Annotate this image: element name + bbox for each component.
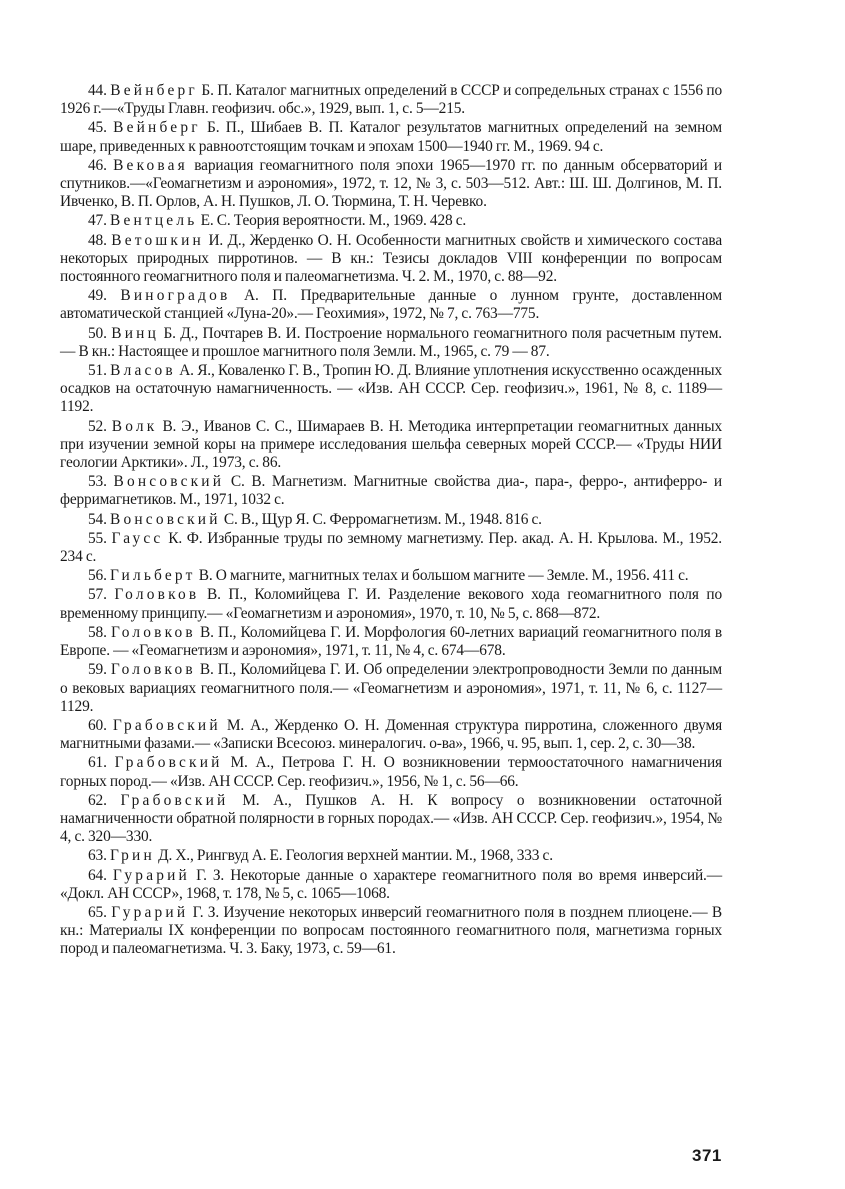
reference-number: 46. <box>88 156 107 174</box>
reference-author: Грабовский <box>114 754 223 772</box>
reference-text: Е. С. Теория вероятности. М., 1969. 428 с. <box>197 212 467 230</box>
reference-text: В. П., Коломийцева Г. И. Разделение векового хода геомагнитного поля по временному принципу.— «Геомагнетизм и аэрономия», 1970, т. 10, № 5, с. 868—872. <box>60 586 722 622</box>
reference-entry <box>60 325 722 361</box>
reference-number: 65. <box>88 903 107 921</box>
reference-entry <box>60 157 722 212</box>
reference-number: 47. <box>88 212 107 230</box>
reference-number: 48. <box>88 231 107 249</box>
reference-author: Головков <box>114 586 200 604</box>
reference-text: вариация геомагнитного поля эпохи 1965—1970 гг. по данным обсерваторий и спутников.—«Геомагнетизм и аэрономия», 1972, т. 12, № 3, с. 503—512. Авт.: Ш. Ш. Долгинов, М. П. Ивченко, В. П. Орлов, А. Н. Пушков, Л. О. Тюрмина, Т. Н. Черевко. <box>60 156 722 211</box>
reference-number: 63. <box>88 847 107 865</box>
reference-number: 64. <box>88 866 107 884</box>
reference-text: А. П. Предварительные данные о лунном грунте, доставленном автоматической станцией «Луна-20».— Геохимия», 1972, № 7, с. 763—775. <box>60 287 722 323</box>
reference-text: М. А., Петрова Г. Н. О возникновении термоостаточного намагничения горных пород.— «Изв. АН СССР. Сер. геофизич.», 1956, № 1, с. 56—66. <box>60 754 722 790</box>
reference-entry <box>60 847 722 865</box>
reference-entry <box>60 530 722 566</box>
reference-number: 54. <box>88 510 107 528</box>
reference-author: Головков <box>110 661 196 679</box>
reference-number: 51. <box>88 362 107 380</box>
reference-entry <box>60 904 722 959</box>
reference-entry <box>60 792 722 847</box>
reference-author: Волк <box>111 417 158 435</box>
reference-entry <box>60 82 722 118</box>
reference-author: Вонсовский <box>113 473 225 491</box>
reference-author: Вейнберг <box>113 119 201 137</box>
reference-number: 57. <box>88 586 107 604</box>
reference-entry <box>60 867 722 903</box>
reference-author: Грабовский <box>112 716 221 734</box>
reference-entry <box>60 586 722 622</box>
reference-text: Б. П. Каталог магнитных определений в СССР и сопредельных странах с 1556 по 1926 г.—«Труды Главн. геофизич. обс.», 1929, вып. 1, с. 5—215. <box>60 82 722 118</box>
reference-author: Вековая <box>113 156 188 174</box>
reference-author: Гурарий <box>111 903 189 921</box>
reference-number: 61. <box>88 754 107 772</box>
reference-text: Г. З. Некоторые данные о характере геомагнитного поля во время инверсий.— «Докл. АН СССР», 1968, т. 178, № 5, с. 1065—1068. <box>60 866 722 902</box>
reference-text: А. Я., Коваленко Г. В., Тропин Ю. Д. Влияние уплотнения искусственно осажденных осадков на остаточную намагниченность. — «Изв. АН СССР. Сер. геофизич.», 1961, № 8, с. 1189—1192. <box>60 362 722 416</box>
reference-number: 55. <box>88 529 107 547</box>
reference-text: С. В., Щур Я. С. Ферромагнетизм. М., 1948. 816 с. <box>220 510 542 528</box>
reference-author: Виноградов <box>120 287 231 305</box>
reference-text: М. А., Пушков А. Н. К вопросу о возникновении остаточной намагниченности обратной полярности в горных породах.— «Изв. АН СССР. Сер. геофизич.», 1954, № 4, с. 320—330. <box>60 791 722 846</box>
reference-number: 44. <box>88 82 107 99</box>
reference-author: Вонсовский <box>110 510 221 528</box>
reference-author: Грабовский <box>120 791 229 809</box>
reference-entry <box>60 624 722 660</box>
reference-author: Вентцель <box>110 212 198 230</box>
reference-number: 59. <box>88 661 107 679</box>
reference-entry <box>60 511 722 529</box>
reference-entry <box>60 212 722 230</box>
reference-text: В. П., Коломийцева Г. И. Об определении электропроводности Земли по данным о вековых вариациях геомагнитного поля.— «Геомагнетизм и аэрономия», 1971, т. 11, № 6, с. 1127—1129. <box>60 661 722 715</box>
reference-text: Д. Х., Рингвуд А. Е. Геология верхней мантии. М., 1968, 333 с. <box>154 847 553 865</box>
reference-entry <box>60 717 722 753</box>
reference-number: 62. <box>88 791 107 809</box>
reference-text: В. О магните, магнитных телах и большом магните — Земле. М., 1956. 411 с. <box>195 567 689 585</box>
reference-text: Б. П., Шибаев В. П. Каталог результатов магнитных определений на земном шаре, приведенных к равноотстоящим точкам и эпохам 1500—1940 гг. М., 1969. 94 с. <box>60 119 722 155</box>
reference-number: 49. <box>88 287 107 305</box>
reference-entry <box>60 232 722 287</box>
reference-number: 50. <box>88 324 107 342</box>
page-number: 371 <box>692 1146 722 1165</box>
reference-entry <box>60 119 722 155</box>
reference-entry <box>60 567 722 585</box>
reference-entry <box>60 418 722 473</box>
reference-entry <box>60 754 722 790</box>
reference-number: 56. <box>88 567 107 585</box>
reference-list <box>60 82 722 960</box>
reference-text: В. П., Коломийцева Г. И. Морфология 60-летних вариаций геомагнитного поля в Европе. — «Геомагнетизм и аэрономия», 1971, т. 11, № 4, с. 674—678. <box>60 623 722 660</box>
reference-text: Г. З. Изучение некоторых инверсий геомагнитного поля в позднем плиоцене.— В кн.: Материалы IX конференции по вопросам постоянного геомагнитного поля, магнетизма горных пород и палеомагнетизма. Ч. 3. Баку, 1973, с. 59—61. <box>60 903 722 958</box>
reference-author: Грин <box>110 847 155 865</box>
reference-text: Б. Д., Почтарев В. И. Построение нормального геомагнитного поля расчетным путем. — В кн.: Настоящее и прошлое магнитного поля Земли. М., 1965, с. 79 — 87. <box>60 324 723 360</box>
reference-number: 58. <box>88 623 107 641</box>
reference-text: С. В. Магнетизм. Магнитные свойства диа-, пара-, ферро-, антиферро- и ферримагнетиков. М., 1971, 1032 с. <box>60 473 723 509</box>
reference-text: И. Д., Жерденко О. Н. Особенности магнитных свойств и химического состава некоторых природных пирротинов. — В кн.: Тезисы докладов VIII конференции по вопросам постоянного геомагнитного поля и палеомагнетизма. Ч. 2. М., 1970, с. 88—92. <box>60 231 722 286</box>
reference-text: В. Э., Иванов С. С., Шимараев В. Н. Методика интерпретации геомагнитных данных при изучении земной коры на примере исследования шельфа северных морей СССР.— «Труды НИИ геологии Арктики». Л., 1973, с. 86. <box>60 417 723 472</box>
reference-text: М. А., Жерденко О. Н. Доменная структура пирротина, сложенного двумя магнитными фазами.— «Записки Всесоюз. минералогич. о-ва», 1966, ч. 95, вып. 1, сер. 2, с. 30—38. <box>60 716 723 753</box>
reference-entry <box>60 661 722 716</box>
reference-number: 60. <box>88 716 107 734</box>
reference-author: Гурарий <box>112 866 190 884</box>
reference-author: Власов <box>110 362 176 380</box>
reference-author: Винц <box>111 324 160 342</box>
reference-number: 45. <box>88 119 107 137</box>
reference-entry <box>60 473 722 509</box>
reference-number: 52. <box>88 417 107 435</box>
reference-entry <box>60 287 722 323</box>
reference-number: 53. <box>88 473 107 491</box>
reference-author: Гильберт <box>110 567 196 585</box>
reference-author: Гаусс <box>111 529 164 547</box>
reference-entry <box>60 362 722 417</box>
reference-author: Вейнберг <box>110 82 198 99</box>
reference-author: Головков <box>110 623 196 641</box>
reference-author: Ветошкин <box>111 231 204 249</box>
reference-text: К. Ф. Избранные труды по земному магнетизму. Пер. акад. А. Н. Крылова. М., 1952. 234 с. <box>60 529 722 566</box>
